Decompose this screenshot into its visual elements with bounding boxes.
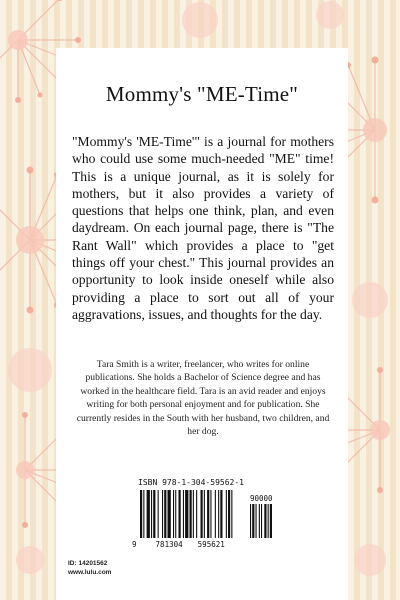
barcode-addon-bar <box>268 504 269 538</box>
barcode-bar <box>143 490 144 538</box>
barcode-addon-bar <box>250 504 251 538</box>
barcode-digits <box>132 540 282 549</box>
barcode-bar <box>164 490 166 538</box>
barcode-bar <box>168 490 171 538</box>
barcode-bar <box>196 490 197 538</box>
barcode-addon-bar <box>259 504 260 538</box>
barcode-bar <box>173 490 174 538</box>
barcode-bar <box>158 490 159 538</box>
barcode-bar <box>220 490 222 538</box>
barcode-bar <box>151 490 152 538</box>
barcode-bar <box>175 490 176 538</box>
publisher-id: ID: 14201562 <box>68 560 108 567</box>
barcode-bar <box>215 490 216 538</box>
book-description: "Mommy's 'ME-Time'" is a journal for mothers who could use some much-needed "ME" time! This is a unique journal, as it is solely for mothers, but it also provides a variety of questions that helps one think, plan, and even daydream. On each journal page, there is "The Rant Wall" which provides a place to "get things off your chest." This journal provides an opportunity to look inside oneself while also providing a place to sort out all of your aggravations, issues, and thoughts for the day. <box>72 134 334 322</box>
barcode-bar <box>147 490 150 538</box>
barcode-bar <box>231 490 232 538</box>
barcode-bar <box>190 490 192 538</box>
isbn-label: ISBN 978-1-304-59562-1 <box>138 478 244 487</box>
barcode-bar <box>162 490 163 538</box>
barcode-bar <box>207 490 209 538</box>
barcode-digit-lead: 9 <box>132 540 137 549</box>
barcode-bar <box>185 490 188 538</box>
barcode-digits-right: 595621 <box>197 540 225 549</box>
barcode-addon-bar <box>264 504 266 538</box>
author-bio: Tara Smith is a writer, freelancer, who writes for online publications. She holds a Bachelor of Science degree and has worked in the healthcare field. Tara is an avid reader and enjoys writing for both personal enjoyment and for publication. She currently resides in the South with her husband, two children, and her dog. <box>76 359 330 438</box>
publisher-site: www.lulu.com <box>68 569 112 576</box>
barcode-bar <box>226 490 227 538</box>
barcode-addon-bar <box>270 504 272 538</box>
barcode-addon-bar <box>256 504 257 538</box>
price-code: 90000 <box>250 494 273 503</box>
barcode-bar <box>183 490 184 538</box>
isbn-barcode <box>132 478 282 550</box>
barcode-bar <box>179 490 181 538</box>
barcode-bar <box>228 490 230 538</box>
book-title: Mommy's "ME-Time" <box>105 82 299 106</box>
barcode-bar <box>193 490 194 538</box>
barcode-bar <box>204 490 205 538</box>
barcode-bar <box>210 490 211 538</box>
barcode-bar <box>218 490 219 538</box>
barcode-addon-bar <box>261 504 262 538</box>
barcode-addon-bar <box>252 504 254 538</box>
barcode-digits-left: 781304 <box>155 540 183 549</box>
barcode-bar <box>140 490 142 538</box>
barcode-bar <box>153 490 155 538</box>
publisher-id-block <box>68 559 111 577</box>
barcode-bar <box>201 490 203 538</box>
